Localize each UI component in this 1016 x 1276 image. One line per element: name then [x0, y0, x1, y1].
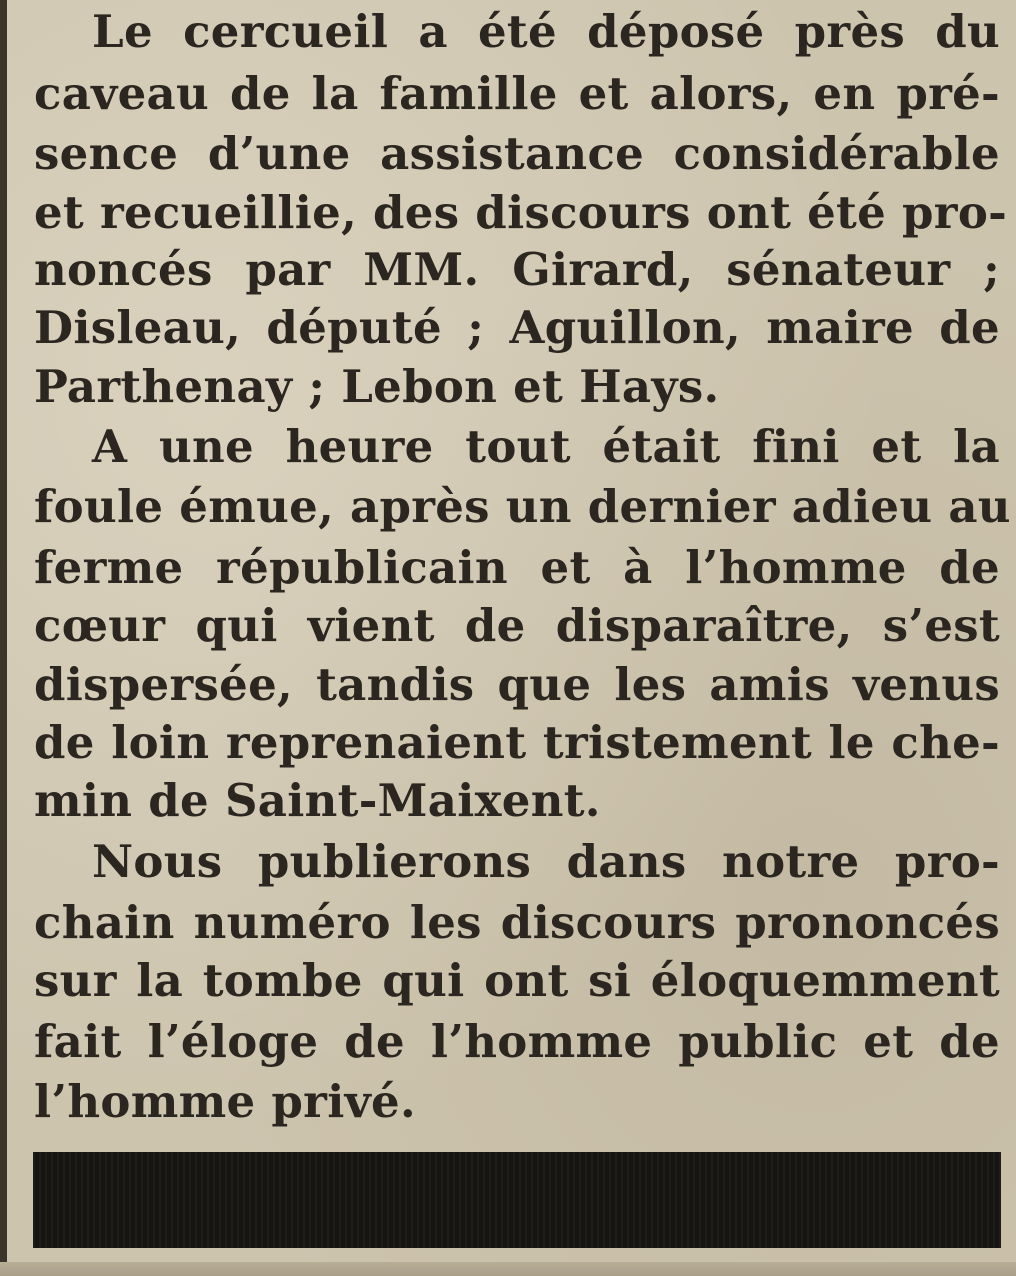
- text-line: de loin reprenaient tristement le che-: [34, 716, 1000, 769]
- text-line: Le cercueil a été déposé près du: [92, 5, 1000, 58]
- text-line: sur la tombe qui ont si éloquemment: [34, 954, 1000, 1007]
- text-line: Nous publierons dans notre pro-: [92, 835, 1000, 888]
- text-line: l’homme privé.: [34, 1075, 416, 1128]
- black-separator-rule: [33, 1152, 1001, 1248]
- text-line: cœur qui vient de disparaître, s’est: [34, 599, 1000, 652]
- text-line: Disleau, député ; Aguillon, maire de: [34, 301, 1000, 354]
- text-line: ferme républicain et à l’homme de: [34, 541, 1000, 594]
- text-line: et recueillie, des discours ont été pro-: [34, 186, 1008, 239]
- text-line: Parthenay ; Lebon et Hays.: [34, 360, 720, 413]
- text-line: foule émue, après un dernier adieu au: [34, 480, 1011, 533]
- text-line: dispersée, tandis que les amis venus: [34, 658, 1000, 711]
- page-bottom-edge: [0, 1262, 1016, 1276]
- text-line: chain numéro les discours prononcés: [34, 896, 1000, 949]
- text-line: caveau de la famille et alors, en pré-: [34, 67, 1000, 120]
- text-line: fait l’éloge de l’homme public et de: [34, 1015, 1000, 1068]
- text-line: min de Saint-Maixent.: [34, 774, 601, 827]
- text-line: sence d’une assistance considérable: [34, 127, 1000, 180]
- text-line: noncés par MM. Girard, sénateur ;: [34, 243, 1000, 296]
- column-left-rule: [0, 0, 7, 1276]
- text-line: A une heure tout était fini et la: [92, 420, 1000, 473]
